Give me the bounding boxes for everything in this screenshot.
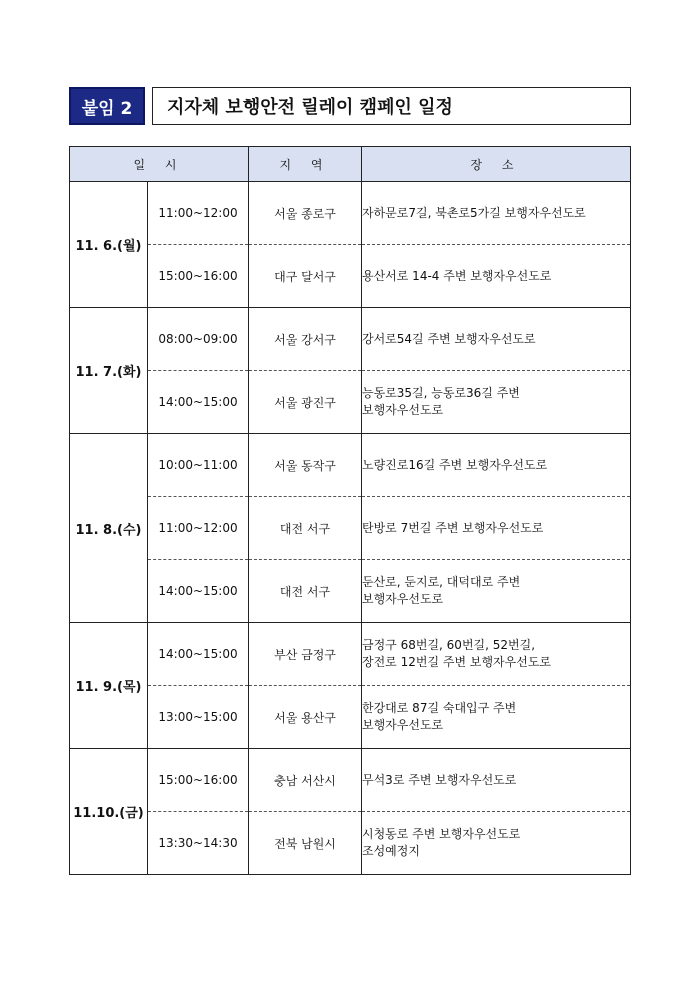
place-line: 능동로35길, 능동로36길 주변 <box>362 386 520 400</box>
time-cell: 14:00~15:00 <box>148 371 249 434</box>
place-line: 한강대로 87길 숙대입구 주변 <box>362 701 517 715</box>
place-cell <box>362 308 631 371</box>
date-cell: 11. 7.(화) <box>70 308 148 434</box>
region-cell: 전북 남원시 <box>249 812 362 875</box>
place-line: 보행자우선도로 <box>362 403 444 417</box>
place-cell <box>362 245 631 308</box>
table-row <box>70 749 631 812</box>
region-cell: 부산 금정구 <box>249 623 362 686</box>
region-cell: 대전 서구 <box>249 497 362 560</box>
time-cell: 15:00~16:00 <box>148 749 249 812</box>
region-cell: 대전 서구 <box>249 560 362 623</box>
time-cell: 08:00~09:00 <box>148 308 249 371</box>
place-line: 탄방로 7번길 주변 보행자우선도로 <box>362 520 544 535</box>
region-cell: 서울 종로구 <box>249 182 362 245</box>
table-row <box>70 497 631 560</box>
place-cell <box>362 749 631 812</box>
table-row <box>70 308 631 371</box>
time-cell: 15:00~16:00 <box>148 245 249 308</box>
region-cell: 서울 용산구 <box>249 686 362 749</box>
region-cell: 대구 달서구 <box>249 245 362 308</box>
table-row <box>70 812 631 875</box>
region-cell: 서울 강서구 <box>249 308 362 371</box>
table-row <box>70 182 631 245</box>
table-row <box>70 371 631 434</box>
place-line: 강서로54길 주변 보행자우선도로 <box>362 331 536 346</box>
place-line: 둔산로, 둔지로, 대덕대로 주변 <box>362 575 521 589</box>
time-cell: 11:00~12:00 <box>148 182 249 245</box>
place-line: 용산서로 14-4 주변 보행자우선도로 <box>362 268 552 283</box>
time-cell: 10:00~11:00 <box>148 434 249 497</box>
place-line: 시청동로 주변 보행자우선도로 <box>362 827 521 841</box>
document-header <box>69 87 631 125</box>
campaign-schedule-table <box>69 146 631 875</box>
place-line: 보행자우선도로 <box>362 718 444 732</box>
place-cell <box>362 686 631 749</box>
time-cell: 11:00~12:00 <box>148 497 249 560</box>
place-line: 조성예정지 <box>362 844 420 858</box>
attachment-badge: 붙임 2 <box>69 87 145 125</box>
column-header-region: 지 역 <box>249 147 362 182</box>
column-header-datetime: 일 시 <box>70 147 249 182</box>
time-cell: 13:30~14:30 <box>148 812 249 875</box>
region-cell: 서울 동작구 <box>249 434 362 497</box>
table-row <box>70 686 631 749</box>
table-header-row <box>70 147 631 182</box>
place-line: 노량진로16길 주변 보행자우선도로 <box>362 457 548 472</box>
time-cell: 14:00~15:00 <box>148 623 249 686</box>
table-row <box>70 623 631 686</box>
region-cell: 충남 서산시 <box>249 749 362 812</box>
document-title: 지자체 보행안전 릴레이 캠페인 일정 <box>152 87 631 125</box>
date-cell: 11. 8.(수) <box>70 434 148 623</box>
time-cell: 13:00~15:00 <box>148 686 249 749</box>
table-row <box>70 560 631 623</box>
place-cell <box>362 434 631 497</box>
place-cell <box>362 371 631 434</box>
table-body <box>70 182 631 875</box>
place-cell <box>362 623 631 686</box>
place-cell <box>362 497 631 560</box>
place-cell <box>362 812 631 875</box>
place-cell <box>362 182 631 245</box>
place-line: 보행자우선도로 <box>362 592 444 606</box>
date-cell: 11.10.(금) <box>70 749 148 875</box>
column-header-place: 장 소 <box>362 147 631 182</box>
date-cell: 11. 6.(월) <box>70 182 148 308</box>
place-line: 장전로 12번길 주변 보행자우선도로 <box>362 655 552 669</box>
table-row <box>70 245 631 308</box>
region-cell: 서울 광진구 <box>249 371 362 434</box>
place-line: 금정구 68번길, 60번길, 52번길, <box>362 638 536 652</box>
date-cell: 11. 9.(목) <box>70 623 148 749</box>
table-row <box>70 434 631 497</box>
place-cell <box>362 560 631 623</box>
place-line: 무석3로 주변 보행자우선도로 <box>362 772 517 787</box>
time-cell: 14:00~15:00 <box>148 560 249 623</box>
place-line: 자하문로7길, 북촌로5가길 보행자우선도로 <box>362 205 586 220</box>
